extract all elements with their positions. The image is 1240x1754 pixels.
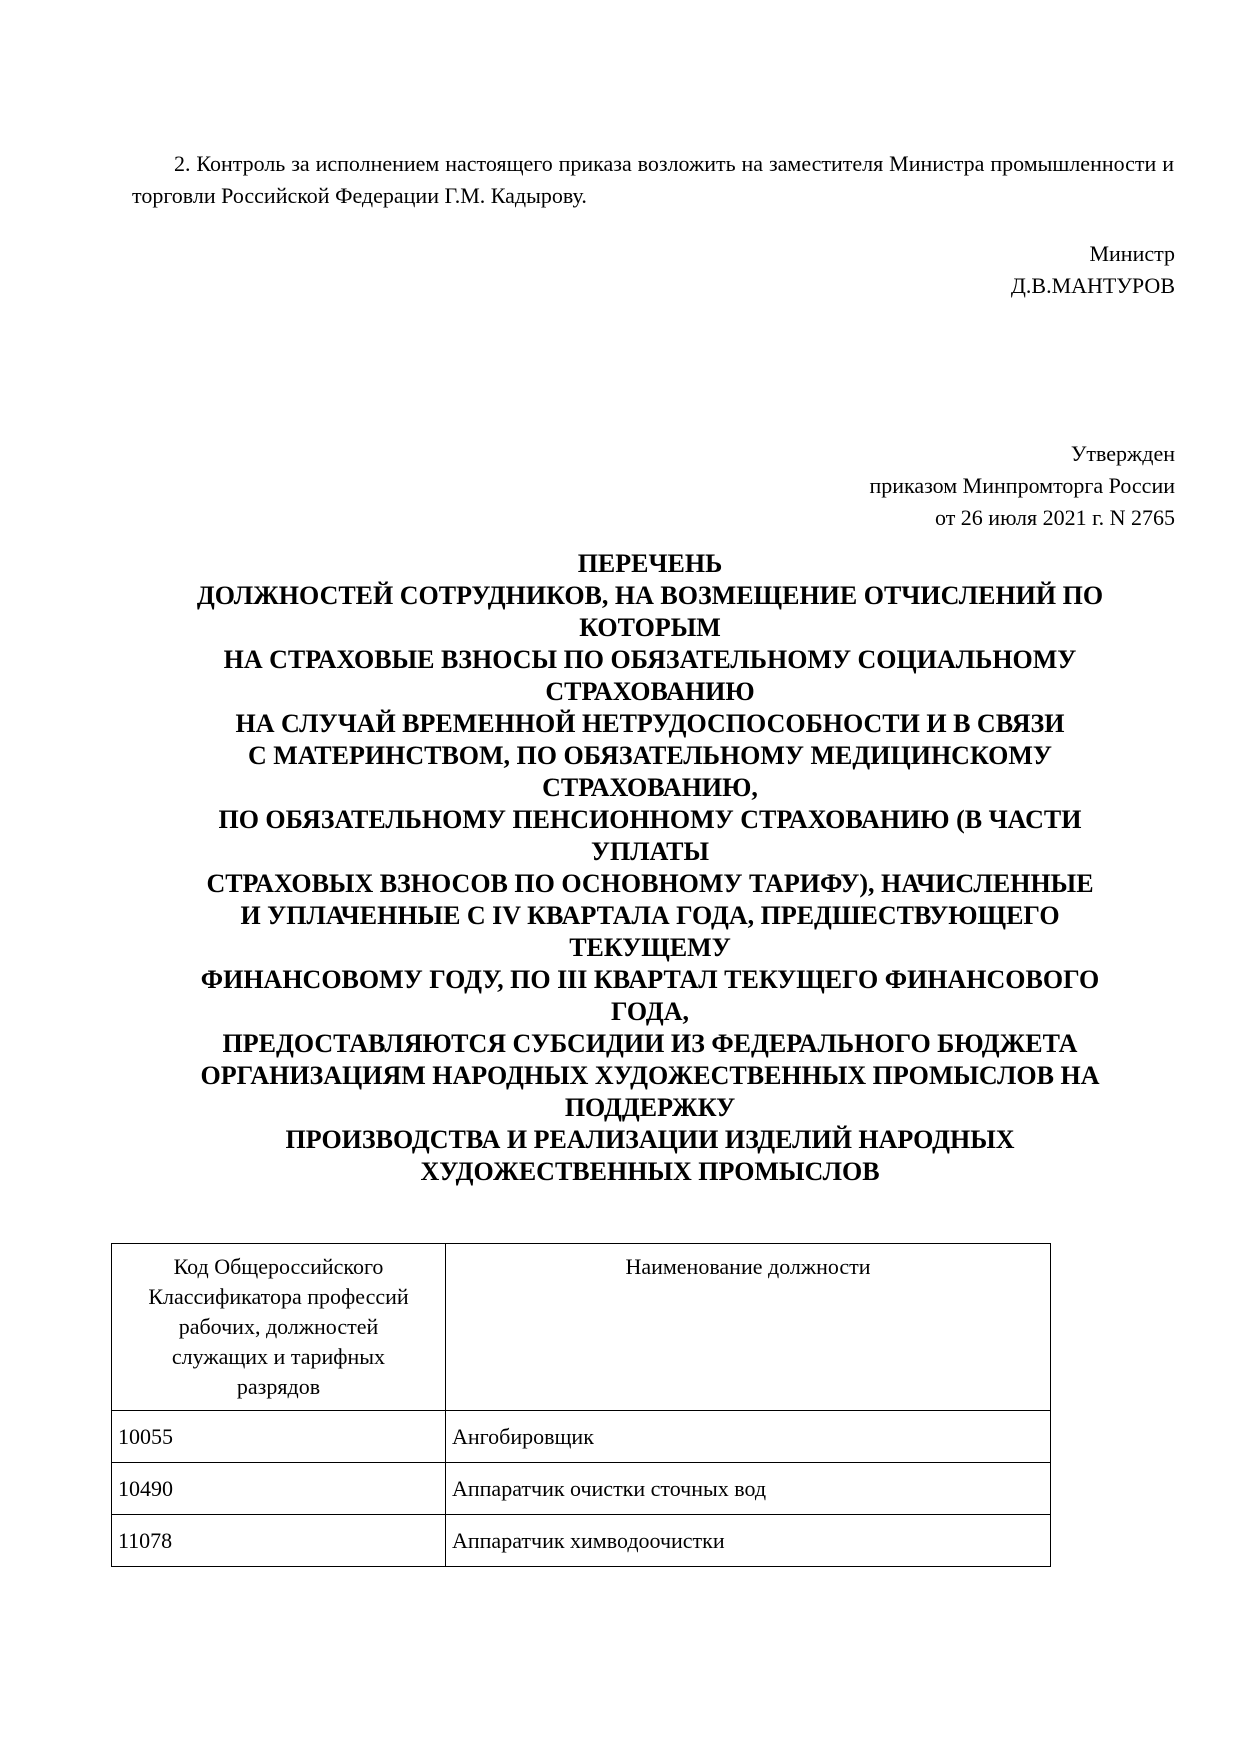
title-line: ПЕРЕЧЕНЬ [577, 549, 723, 578]
title-line: СТРАХОВЫХ ВЗНОСОВ ПО ОСНОВНОМУ ТАРИФУ), НАЧИСЛЕННЫЕ [206, 869, 1094, 898]
signature-block [775, 238, 1175, 302]
cell-position: Ангобировщик [446, 1411, 1051, 1463]
control-paragraph: 2. Контроль за исполнением настоящего приказа возложить на заместителя Министра промышленности и торговли Российской Федерации Г.М. Кадырову. [132, 151, 1174, 208]
title-line: ПРЕДОСТАВЛЯЮТСЯ СУБСИДИИ ИЗ ФЕДЕРАЛЬНОГО БЮДЖЕТА [222, 1029, 1078, 1058]
table-header-row [112, 1244, 1051, 1411]
header-position [446, 1244, 1051, 1411]
title-line: ДОЛЖНОСТЕЙ СОТРУДНИКОВ, НА ВОЗМЕЩЕНИЕ ОТЧИСЛЕНИЙ ПО [196, 581, 1104, 610]
title-line: ТЕКУЩЕМУ [569, 933, 731, 962]
title-line: УПЛАТЫ [590, 837, 710, 866]
title-line: КОТОРЫМ [579, 613, 721, 642]
signature-position: Министр [1089, 241, 1175, 266]
cell-code: 11078 [112, 1515, 446, 1567]
approval-line: приказом Минпромторга России [869, 473, 1175, 498]
header-code-line: служащих и тарифных [171, 1344, 386, 1369]
title-line: НА СТРАХОВЫЕ ВЗНОСЫ ПО ОБЯЗАТЕЛЬНОМУ СОЦИАЛЬНОМУ [223, 645, 1077, 674]
positions-table [111, 1243, 1051, 1567]
title-line: С МАТЕРИНСТВОМ, ПО ОБЯЗАТЕЛЬНОМУ МЕДИЦИНСКОМУ [248, 741, 1052, 770]
document-title [120, 548, 1180, 1188]
approval-line: Утвержден [1070, 441, 1175, 466]
title-line: СТРАХОВАНИЮ [545, 677, 755, 706]
title-line: ОРГАНИЗАЦИЯМ НАРОДНЫХ ХУДОЖЕСТВЕННЫХ ПРОМЫСЛОВ НА [200, 1061, 1100, 1090]
header-code-line: разрядов [236, 1374, 321, 1399]
title-line: ФИНАНСОВОМУ ГОДУ, ПО III КВАРТАЛ ТЕКУЩЕГО ФИНАНСОВОГО [200, 965, 1100, 994]
title-line: ПРОИЗВОДСТВА И РЕАЛИЗАЦИИ ИЗДЕЛИЙ НАРОДНЫХ [285, 1125, 1015, 1154]
signature-name: Д.В.МАНТУРОВ [1010, 273, 1175, 298]
cell-code: 10490 [112, 1463, 446, 1515]
header-code [112, 1244, 446, 1411]
table-row [112, 1515, 1051, 1567]
header-code-line: Классификатора профессий [148, 1284, 409, 1309]
header-code-line: Код Общероссийского [173, 1254, 384, 1279]
cell-position: Аппаратчик очистки сточных вод [446, 1463, 1051, 1515]
header-position-line: Наименование должности [625, 1254, 871, 1279]
cell-code: 10055 [112, 1411, 446, 1463]
title-line: ПО ОБЯЗАТЕЛЬНОМУ ПЕНСИОННОМУ СТРАХОВАНИЮ (В ЧАСТИ [218, 805, 1082, 834]
table-row [112, 1463, 1051, 1515]
title-line: СТРАХОВАНИЮ, [542, 773, 758, 802]
approval-line: от 26 июля 2021 г. N 2765 [934, 505, 1175, 530]
title-line: ПОДДЕРЖКУ [564, 1093, 736, 1122]
header-code-line: рабочих, должностей [178, 1314, 379, 1339]
title-line: ХУДОЖЕСТВЕННЫХ ПРОМЫСЛОВ [420, 1157, 880, 1186]
title-line: НА СЛУЧАЙ ВРЕМЕННОЙ НЕТРУДОСПОСОБНОСТИ И В СВЯЗИ [235, 709, 1065, 738]
cell-position: Аппаратчик химводоочистки [446, 1515, 1051, 1567]
title-line: И УПЛАЧЕННЫЕ С IV КВАРТАЛА ГОДА, ПРЕДШЕСТВУЮЩЕГО [240, 901, 1060, 930]
approval-block [675, 438, 1175, 534]
table-row [112, 1411, 1051, 1463]
title-line: ГОДА, [611, 997, 689, 1026]
